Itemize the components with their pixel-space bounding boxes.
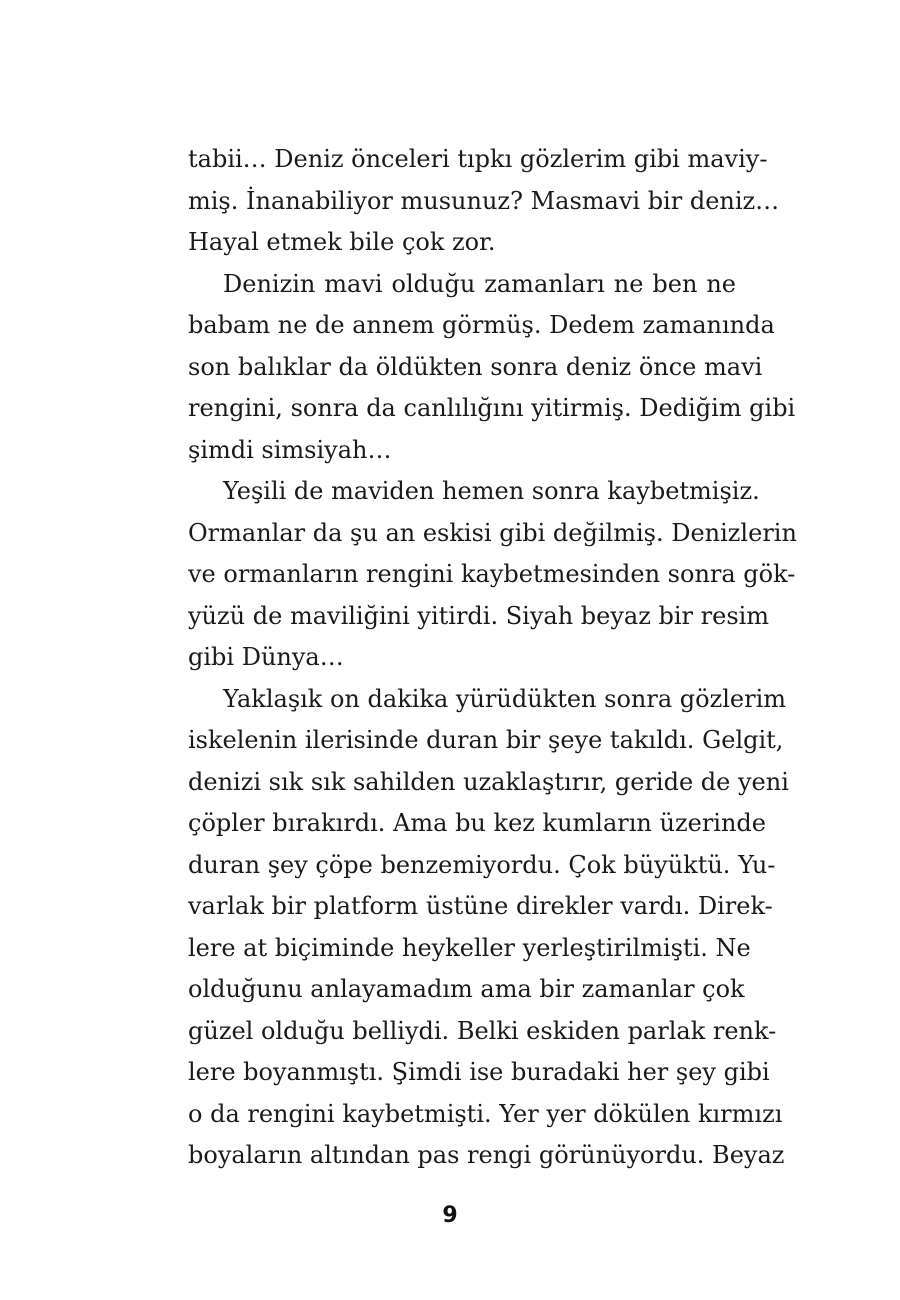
text-line: boyaların altından pas rengi görünüyordu. Beyaz xyxy=(188,1141,785,1169)
text-line: Hayal etmek bile çok zor. xyxy=(188,228,496,256)
text-line: çöpler bırakırdı. Ama bu kez kumların üzerinde xyxy=(188,809,766,837)
paragraph xyxy=(188,264,796,472)
text-line: Denizin mavi olduğu zamanları ne ben ne xyxy=(223,269,736,298)
text-line: denizi sık sık sahilden uzaklaştırır, geride de yeni xyxy=(188,767,789,796)
text-line: güzel olduğu belliydi. Belki eskiden parlak renk- xyxy=(188,1016,777,1045)
text-line: olduğunu anlayamadım ama bir zamanlar çok xyxy=(188,975,745,1003)
text-line: duran şey çöpe benzemiyordu. Çok büyüktü. Yu- xyxy=(188,850,776,879)
text-line: o da rengini kaybetmişti. Yer yer dökülen kırmızı xyxy=(188,1099,783,1128)
paragraph xyxy=(188,679,789,1177)
text-line: son balıklar da öldükten sonra deniz önce mavi xyxy=(188,352,763,381)
text-line: Yeşili de maviden hemen sonra kaybetmişiz. xyxy=(223,477,760,505)
text-line: tabii… Deniz önceleri tıpkı gözlerim gibi maviy- xyxy=(188,145,768,173)
text-line: Ormanlar da şu an eskisi gibi değilmiş. Denizlerin xyxy=(188,518,797,547)
text-line: lere boyanmıştı. Şimdi ise buradaki her şey gibi xyxy=(188,1058,770,1086)
text-line: varlak bir platform üstüne direkler vardı. Direk- xyxy=(188,892,773,920)
text-line: gibi Dünya… xyxy=(188,643,344,671)
text-line: lere at biçiminde heykeller yerleştirilmişti. Ne xyxy=(188,933,751,962)
body-text xyxy=(188,139,797,1177)
text-line: ve ormanların rengini kaybetmesinden sonra gök- xyxy=(188,560,796,588)
paragraph xyxy=(188,139,780,264)
page-number: 9 xyxy=(442,1203,458,1228)
text-line: babam ne de annem görmüş. Dedem zamanında xyxy=(188,311,775,339)
text-line: Yaklaşık on dakika yürüdükten sonra gözlerim xyxy=(223,684,787,713)
text-line: rengini, sonra da canlılığını yitirmiş. Dediğim gibi xyxy=(188,394,796,422)
text-line: iskelenin ilerisinde duran bir şeye takıldı. Gelgit, xyxy=(188,726,784,754)
text-line: yüzü de maviliğini yitirdi. Siyah beyaz bir resim xyxy=(188,601,770,630)
text-line: miş. İnanabiliyor musunuz? Masmavi bir deniz… xyxy=(188,186,780,215)
paragraph xyxy=(188,471,797,679)
text-line: şimdi simsiyah… xyxy=(188,435,392,464)
